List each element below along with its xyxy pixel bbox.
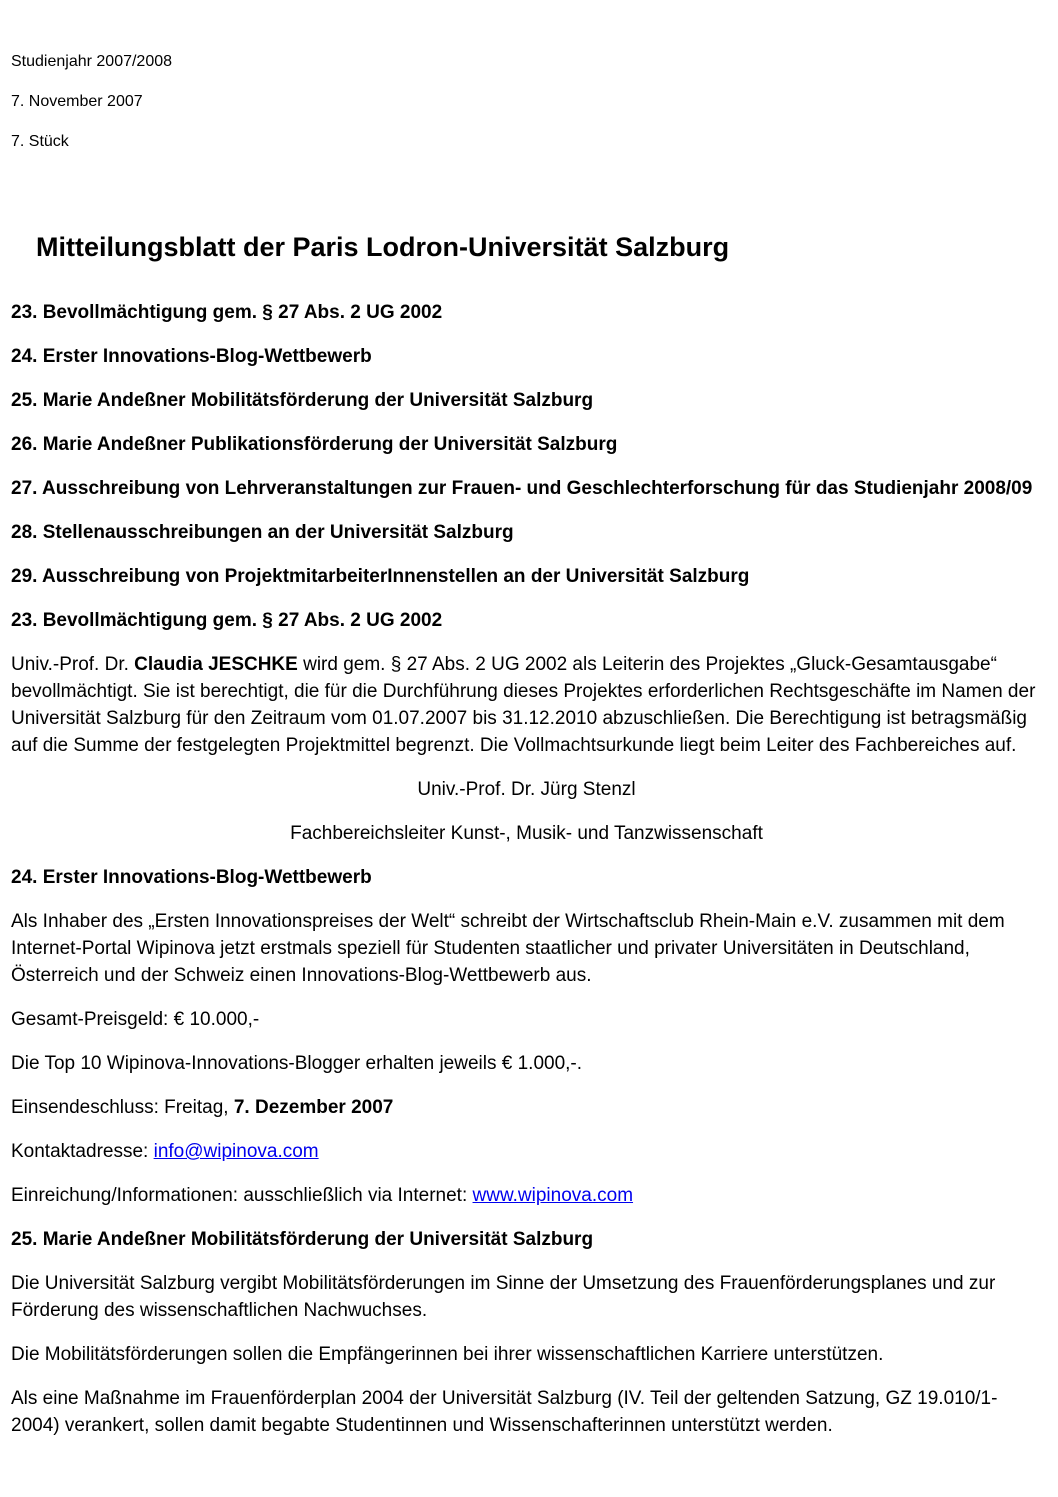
prize-each-line: Die Top 10 Wipinova-Innovations-Blogger erhalten jeweils € 1.000,-. xyxy=(11,1053,583,1074)
toc-item-25: 25. Marie Andeßner Mobilitätsförderung der Universität Salzburg xyxy=(11,390,594,411)
deadline-label: Einsendeschluss: Freitag, xyxy=(11,1097,234,1118)
toc-item-24: 24. Erster Innovations-Blog-Wettbewerb xyxy=(11,346,372,367)
page-title: Mitteilungsblatt der Paris Lodron-Universität Salzburg xyxy=(36,232,730,262)
contact-line xyxy=(11,1138,1046,1165)
paragraph-text: Univ.-Prof. Dr. xyxy=(11,654,135,675)
section-24 xyxy=(11,864,1046,1209)
section-25-heading: 25. Marie Andeßner Mobilitätsförderung der Universität Salzburg xyxy=(11,1229,594,1250)
section-23 xyxy=(11,607,1046,847)
submission-label: Einreichung/Informationen: ausschließlich via Internet: xyxy=(11,1185,473,1206)
document-meta xyxy=(11,50,1046,153)
email-link[interactable]: info@wipinova.com xyxy=(153,1141,319,1162)
toc-item-27: 27. Ausschreibung von Lehrveranstaltungen zur Frauen- und Geschlechterforschung für das Studienjahr 2008/09 xyxy=(11,478,1033,499)
meta-line-issue: 7. Stück xyxy=(11,133,69,150)
toc-item-28: 28. Stellenausschreibungen an der Universität Salzburg xyxy=(11,522,514,543)
section-24-paragraph: Als Inhaber des „Ersten Innovationspreises der Welt“ schreibt der Wirtschaftsclub Rhein-Main e.V. zusammen mit dem Internet-Portal Wipinova jetzt erstmals speziell für Studenten staatlicher und privater Universitäten in Deutschland, Österreich und der Schweiz einen Innovations-Blog-Wettbewerb aus. xyxy=(11,911,1005,986)
table-of-contents xyxy=(11,299,1046,590)
meta-line-date: 7. November 2007 xyxy=(11,93,143,110)
website-link[interactable]: www.wipinova.com xyxy=(472,1185,634,1206)
section-25 xyxy=(11,1226,1046,1439)
person-name: Claudia JESCHKE xyxy=(134,654,298,675)
toc-item-29: 29. Ausschreibung von ProjektmitarbeiterInnenstellen an der Universität Salzburg xyxy=(11,566,750,587)
section-23-heading: 23. Bevollmächtigung gem. § 27 Abs. 2 UG 2002 xyxy=(11,610,443,631)
submission-line xyxy=(11,1182,1046,1209)
signature-name: Univ.-Prof. Dr. Jürg Stenzl xyxy=(417,779,636,800)
section-25-paragraph-3: Als eine Maßnahme im Frauenförderplan 2004 der Universität Salzburg (IV. Teil der geltenden Satzung, GZ 19.010/1-2004) verankert, sollen damit begabte Studentinnen und Wissenschafterinnen unterstützt werden. xyxy=(11,1388,998,1436)
prize-total-line: Gesamt-Preisgeld: € 10.000,- xyxy=(11,1009,260,1030)
contact-label: Kontaktadresse: xyxy=(11,1141,154,1162)
signature-role: Fachbereichsleiter Kunst-, Musik- und Tanzwissenschaft xyxy=(290,823,763,844)
section-25-paragraph-2: Die Mobilitätsförderungen sollen die Empfängerinnen bei ihrer wissenschaftlichen Karriere unterstützen. xyxy=(11,1344,884,1365)
toc-item-26: 26. Marie Andeßner Publikationsförderung der Universität Salzburg xyxy=(11,434,618,455)
section-25-paragraph-1: Die Universität Salzburg vergibt Mobilitätsförderungen im Sinne der Umsetzung des Frauenförderungsplanes und zur Förderung des wissenschaftlichen Nachwuchses. xyxy=(11,1273,996,1321)
meta-line-studienjahr: Studienjahr 2007/2008 xyxy=(11,53,173,70)
deadline-date: 7. Dezember 2007 xyxy=(233,1097,394,1118)
section-24-heading: 24. Erster Innovations-Blog-Wettbewerb xyxy=(11,867,372,888)
section-23-paragraph xyxy=(11,651,1046,759)
paragraph-text: wird gem. § 27 Abs. 2 UG 2002 als Leiterin des Projektes „Gluck-Gesamtausgabe“ bevollmächtigt. Sie ist berechtigt, die für die Durchführung dieses Projektes erforderlichen Rechtsgeschäfte im Namen der Universität Salzburg für den Zeitraum vom 01.07.2007 bis 31.12.2010 abzuschließen. Die Berechtigung ist betragsmäßig auf die Summe der festgelegten Projektmittel begrenzt. Die Vollmachtsurkunde liegt beim Leiter des Fachbereiches auf. xyxy=(11,654,1036,756)
deadline-line xyxy=(11,1094,1046,1121)
toc-item-23: 23. Bevollmächtigung gem. § 27 Abs. 2 UG 2002 xyxy=(11,302,443,323)
